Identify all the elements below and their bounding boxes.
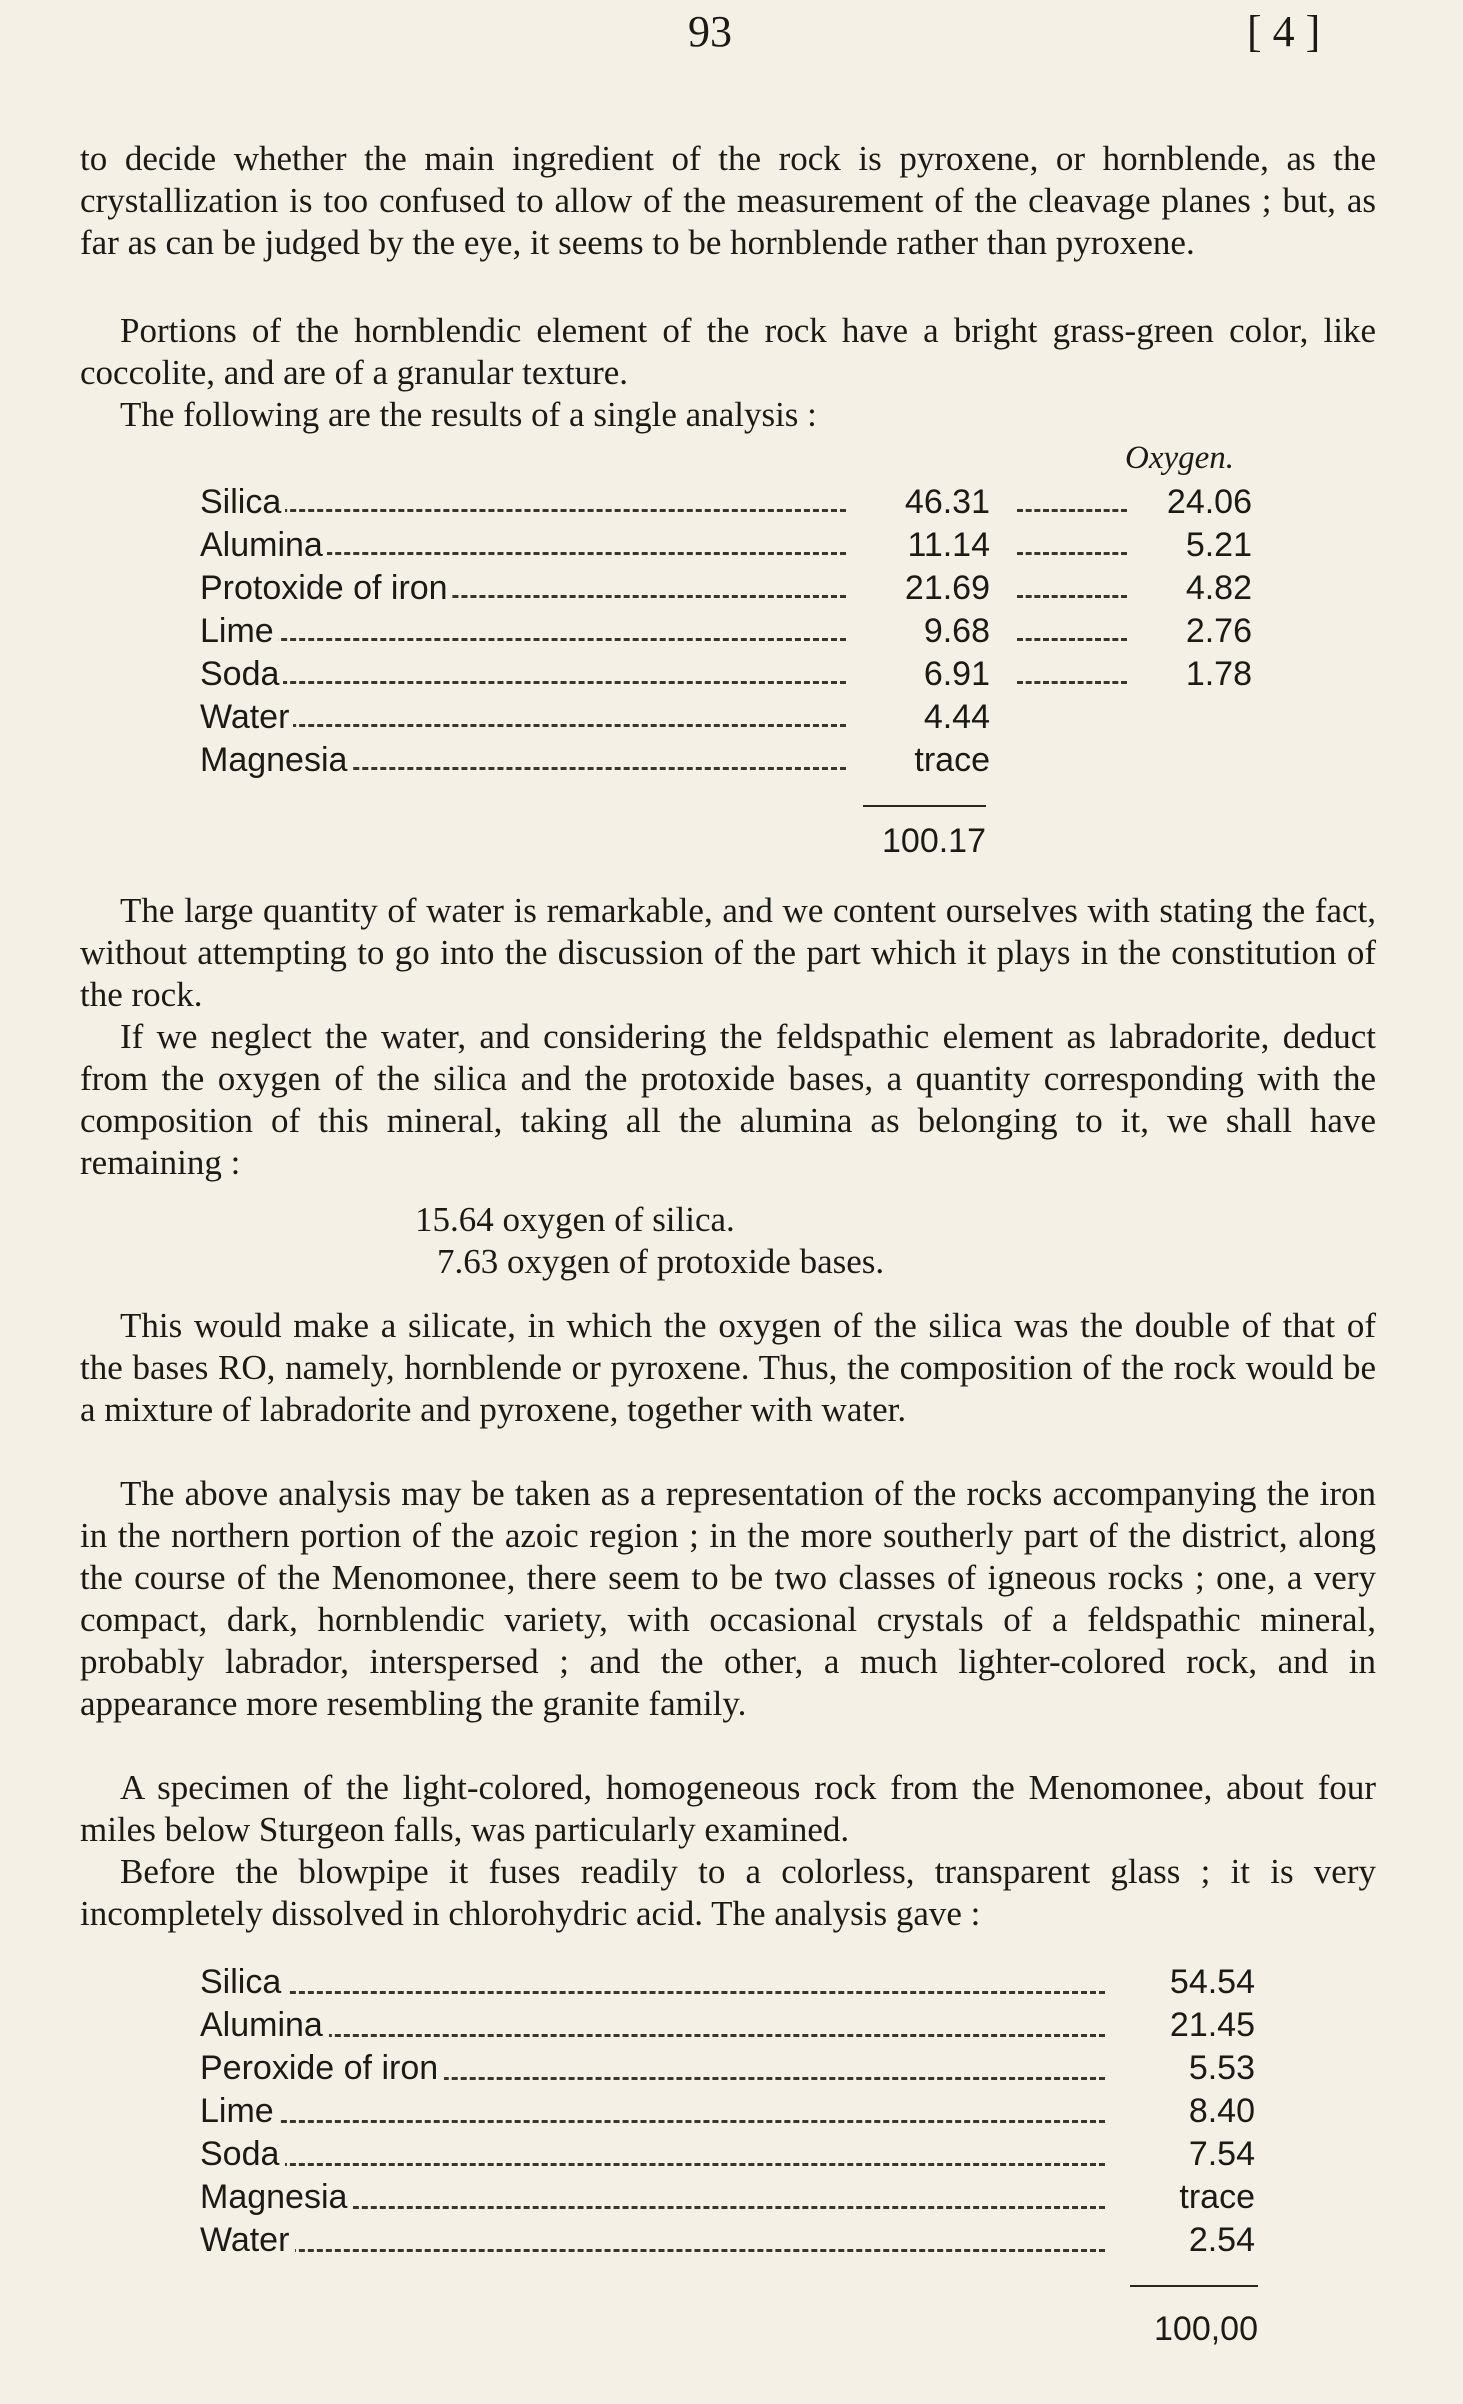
remaining-silica: 15.64 oxygen of silica. — [415, 1200, 735, 1239]
component-value: 54.54 — [1169, 1963, 1255, 2001]
component-value: 4.44 — [923, 698, 990, 736]
component-name: Magnesia — [200, 2178, 353, 2217]
oxygen-value: 2.76 — [1185, 612, 1252, 650]
analysis1-row — [200, 569, 1300, 611]
component-name: Protoxide of iron — [200, 569, 452, 608]
section-marker: [ 4 ] — [1247, 7, 1321, 56]
oxygen-value: 4.82 — [1185, 569, 1252, 607]
component-value: 8.40 — [1188, 2092, 1255, 2130]
component-name: Soda — [200, 655, 283, 694]
component-value: 46.31 — [904, 483, 990, 521]
component-name: Alumina — [200, 526, 327, 565]
component-name: Peroxide of iron — [200, 2049, 444, 2088]
oxygen-value: 1.78 — [1185, 655, 1252, 693]
component-value: 21.69 — [904, 569, 990, 607]
paragraph-6: This would make a silicate, in which the oxygen of the silica was the double of that of the bases RO, namely, hornblende or pyroxene. Thus, the composition of the rock would be a mixture of labradorite and pyroxene, together with water. — [80, 1306, 1376, 1429]
analysis2-row — [200, 2006, 1300, 2050]
component-name: Water — [200, 698, 293, 737]
component-name: Magnesia — [200, 741, 351, 780]
paragraph-3: The following are the results of a single analysis : — [120, 395, 817, 434]
paragraph-2: Portions of the hornblendic element of the rock have a bright grass-green color, like coccolite, and are of a granular texture. — [80, 311, 1376, 392]
analysis2-row — [200, 2135, 1300, 2179]
analysis1-total: 100.17 — [882, 822, 986, 860]
paragraph-7: The above analysis may be taken as a representation of the rocks accompanying the iron in the northern portion of the azoic region ; in the more southerly part of the district, along the course of the Menomonee, there seem to be two classes of igneous rocks ; one, a very compact, dark, hornblendic variety, with occasional crystals of a feldspathic mineral, probably labrador, interspersed ; and the other, a much lighter-colored rock, and in appearance more resembling the granite family. — [80, 1474, 1376, 1723]
oxygen-header: Oxygen. — [1125, 440, 1235, 476]
paragraph-8: A specimen of the light-colored, homogeneous rock from the Menomonee, about four miles below Sturgeon falls, was particularly examined. — [80, 1768, 1376, 1849]
component-name: Lime — [200, 2092, 280, 2131]
component-name: Soda — [200, 2135, 285, 2174]
component-name: Water — [200, 2221, 295, 2260]
paragraph-9: Before the blowpipe it fuses readily to a colorless, transparent glass ; it is very incompletely dissolved in chlorohydric acid. The analysis gave : — [80, 1852, 1376, 1933]
analysis2-row — [200, 2049, 1300, 2093]
analysis2-row — [200, 1963, 1300, 2007]
component-value: 21.45 — [1169, 2006, 1255, 2044]
component-name: Lime — [200, 612, 278, 651]
analysis1-row — [200, 655, 1300, 697]
component-value: trace — [1179, 2178, 1255, 2216]
analysis2-row — [200, 2092, 1300, 2136]
total-rule — [863, 805, 986, 807]
oxygen-value: 5.21 — [1185, 526, 1252, 564]
total-rule — [1130, 2285, 1258, 2287]
remaining-bases: 7.63 oxygen of protoxide bases. — [437, 1242, 885, 1281]
component-value: 2.54 — [1188, 2221, 1255, 2259]
analysis2-total: 100,00 — [1154, 2310, 1258, 2348]
component-value: 11.14 — [907, 526, 990, 564]
paragraph-1: to decide whether the main ingredient of the rock is pyroxene, or hornblende, as the crystallization is too confused to allow of the measurement of the cleavage planes ; but, as far as can be judged by the eye, it seems to be hornblende rather than pyroxene. — [80, 139, 1376, 262]
component-name: Silica — [200, 483, 285, 522]
component-value: 5.53 — [1188, 2049, 1255, 2087]
analysis1-row — [200, 483, 1300, 525]
component-value: 9.68 — [923, 612, 990, 650]
component-value: 6.91 — [923, 655, 990, 693]
analysis2-row — [200, 2221, 1300, 2265]
oxygen-value: 24.06 — [1166, 483, 1252, 521]
component-name: Silica — [200, 1963, 287, 2002]
analysis1-row — [200, 526, 1300, 568]
analysis1-row — [200, 741, 1300, 783]
page-number: 93 — [688, 7, 732, 56]
component-value: trace — [914, 741, 990, 779]
component-value: 7.54 — [1188, 2135, 1255, 2173]
paragraph-4: The large quantity of water is remarkable, and we content ourselves with stating the fact, without attempting to go into the discussion of the part which it plays in the constitution of the rock. — [80, 891, 1376, 1014]
paragraph-5: If we neglect the water, and considering the feldspathic element as labradorite, deduct from the oxygen of the silica and the protoxide bases, a quantity corresponding with the composition of this mineral, taking all the alumina as belonging to it, we shall have remaining : — [80, 1017, 1376, 1182]
analysis1-row — [200, 612, 1300, 654]
component-name: Alumina — [200, 2006, 329, 2045]
analysis2-row — [200, 2178, 1300, 2222]
analysis1-row — [200, 698, 1300, 740]
